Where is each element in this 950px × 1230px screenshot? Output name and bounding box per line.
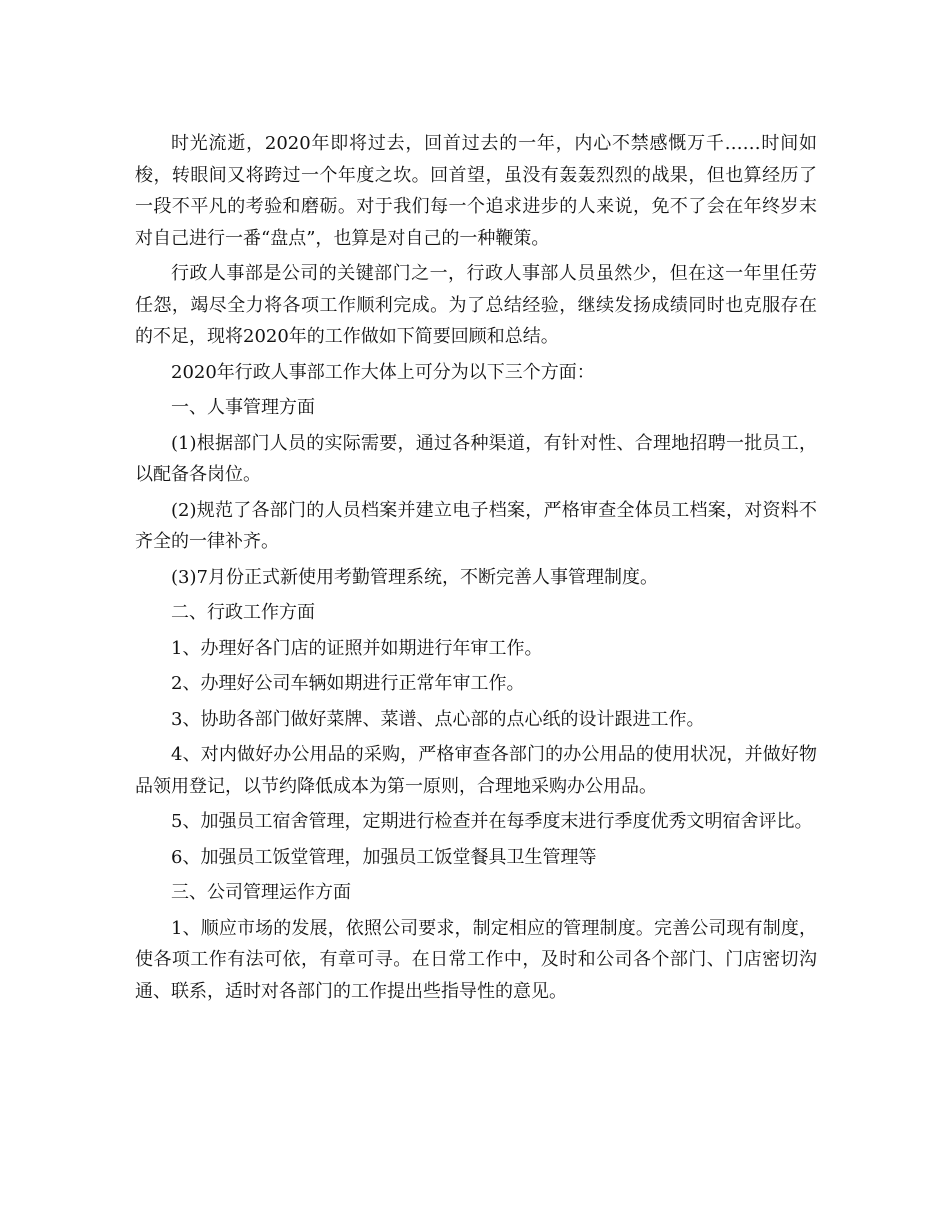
personnel-item-1: (1)根据部门人员的实际需要，通过各种渠道，有针对性、合理地招聘一批员工，以配备各岗位。	[135, 432, 817, 485]
management-item-1: 1、顺应市场的发展，依照公司要求，制定相应的管理制度。完善公司现有制度，使各项工作有法可依，有章可寻。在日常工作中，及时和公司各个部门、门店密切沟通、联系，适时对各部门的工作提出些指导性的意见。	[135, 917, 817, 1002]
administration-item-3: 3、协助各部门做好菜牌、菜谱、点心部的点心纸的设计跟进工作。	[171, 708, 705, 730]
administration-item-1: 1、办理好各门店的证照并如期进行年审工作。	[171, 637, 543, 659]
personnel-item-2: (2)规范了各部门的人员档案并建立电子档案，严格审查全体员工档案，对资料不齐全的一律补齐。	[135, 499, 817, 552]
section-heading-administration: 二、行政工作方面	[171, 602, 315, 623]
administration-item-2: 2、办理好公司车辆如期进行正常年审工作。	[171, 673, 525, 694]
administration-item-4: 4、对内做好办公用品的采购，严格审查各部门的办公用品的使用状况，并做好物品领用登记，以节约降低成本为第一原则，合理地采购办公用品。	[135, 744, 817, 797]
administration-item-5: 5、加强员工宿舍管理，定期进行检查并在每季度末进行季度优秀文明宿舍评比。	[171, 811, 813, 832]
document-body	[135, 128, 817, 1011]
section-heading-management: 三、公司管理运作方面	[171, 882, 351, 903]
section-heading-personnel: 一、人事管理方面	[171, 397, 315, 418]
intro-paragraph: 时光流逝，2020年即将过去，回首过去的一年，内心不禁感慨万千……时间如梭，转眼间又将跨过一个年度之坎。回首望，虽没有轰轰烈烈的战果，但也算经历了一段不平凡的考验和磨砺。对于我们每一个追求进步的人来说，免不了会在年终岁末对自己进行一番“盘点”，也算是对自己的一种鞭策。	[135, 133, 817, 249]
department-paragraph: 行政人事部是公司的关键部门之一，行政人事部人员虽然少，但在这一年里任劳任怨，竭尽全力将各项工作顺利完成。为了总结经验，继续发扬成绩同时也克服存在的不足，现将2020年的工作做如下简要回顾和总结。	[135, 263, 817, 347]
administration-item-6: 6、加强员工饭堂管理，加强员工饭堂餐具卫生管理等	[171, 846, 597, 868]
personnel-item-3: (3)7月份正式新使用考勤管理系统，不断完善人事管理制度。	[171, 566, 658, 588]
overview-paragraph: 2020年行政人事部工作大体上可分为以下三个方面：	[171, 361, 595, 383]
